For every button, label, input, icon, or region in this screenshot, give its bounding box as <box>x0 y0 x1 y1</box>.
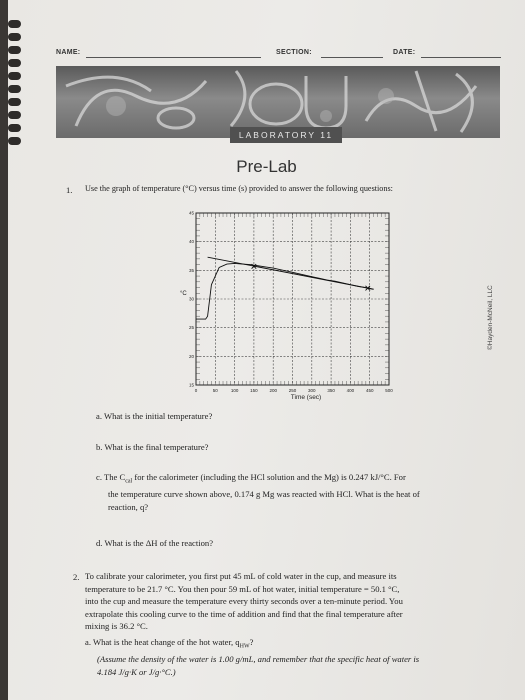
lab-worksheet-page <box>8 0 525 700</box>
extrapolated-line <box>208 257 374 289</box>
section-label: SECTION: <box>276 49 312 56</box>
y-tick-label: 15 <box>188 382 194 388</box>
x-tick-label: 200 <box>269 388 277 393</box>
question-1-text: Use the graph of temperature (°C) versus time (s) provided to answer the following questions: <box>85 184 393 193</box>
name-label: NAME: <box>56 49 81 56</box>
chart-ticks <box>189 211 393 394</box>
y-tick-label: 25 <box>188 325 194 331</box>
laboratory-tag: LABORATORY 11 <box>230 127 342 143</box>
question-1a: a. What is the initial temperature? <box>96 411 213 421</box>
name-line <box>86 57 261 58</box>
date-label: DATE: <box>393 49 416 56</box>
x-tick-label: 400 <box>346 388 355 393</box>
question-1-number: 1. <box>66 185 73 195</box>
y-tick-label: 45 <box>188 210 194 216</box>
question-2-number: 2. <box>73 572 80 582</box>
y-tick-label: 35 <box>188 267 194 273</box>
y-tick-label: 20 <box>188 353 194 359</box>
page-title: Pre-Lab <box>236 157 297 176</box>
section-line <box>321 57 383 58</box>
x-tick-label: 250 <box>288 388 297 393</box>
x-tick-label: 150 <box>250 388 258 393</box>
x-tick-label: 450 <box>365 388 374 393</box>
x-tick-label: 350 <box>327 388 335 393</box>
question-2a: a. What is the heat change of the hot water, $q_{HW}$? (Assume the density of the water is 1.00 g/mL, and remember that the specific heat of water is 4.184 J/g·K or J/g·°C.) <box>85 637 420 677</box>
question-1d: d. What is the ΔH of the reaction? <box>96 538 214 548</box>
question-1b: b. What is the final temperature? <box>96 442 209 452</box>
x-tick-label: 100 <box>230 388 239 393</box>
x-tick-label: 0 <box>194 388 198 393</box>
copyright-credit: ©Hayden-McNeil, LLC <box>487 285 494 350</box>
x-tick-label: 500 <box>385 388 393 393</box>
chart-grid <box>196 213 389 385</box>
y-axis-label: °C <box>180 291 187 297</box>
temperature-time-chart <box>176 207 406 405</box>
chart-marks <box>196 257 374 319</box>
x-axis-label: Time (sec) <box>290 394 322 401</box>
x-tick-label: 50 <box>212 388 218 393</box>
date-line <box>421 57 501 58</box>
binder-holes <box>8 20 22 660</box>
y-tick-label: 40 <box>188 239 194 245</box>
x-tick-label: 300 <box>308 388 316 393</box>
question-2-text: To calibrate your calorimeter, you first put 45 mL of cold water in the cup, and measure its temperature to be 21.7 °C. You then pour 59 mL of hot water, initial temperature = 50.1 °C, into the cup and measure the temperature every thirty seconds over a ten-minute period. You extrapolate this cooling curve to the time of addition and find that the final temperature after mixing is 36.2 °C. <box>85 571 403 631</box>
question-1c: c. The $C_{cal}$ for the calorimeter (including the HCl solution and the Mg) is 0.247 kJ/°C. For the temperature curve shown above, 0.174 g Mg was reacted with HCl. What is the heat of reaction, q? <box>96 472 420 512</box>
y-tick-label: 30 <box>188 296 194 302</box>
